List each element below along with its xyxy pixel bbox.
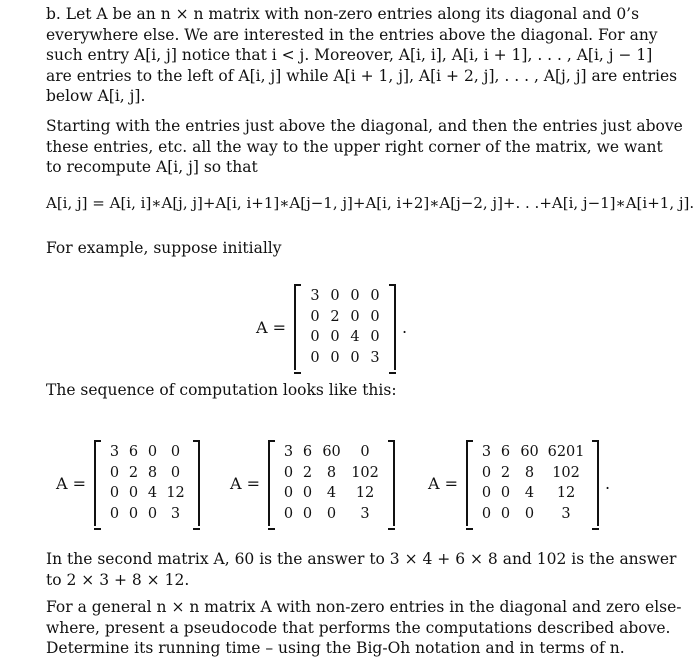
matrix-cell: 6 — [302, 444, 313, 460]
matrix-cell: 0 — [170, 464, 181, 481]
bracket-right — [592, 440, 599, 530]
text-line: The sequence of computation looks like this: — [46, 381, 397, 399]
matrix-cell: 0 — [109, 505, 120, 522]
matrix-cell: 0 — [481, 485, 492, 501]
matrix-cell: 60 — [322, 444, 341, 460]
sequence-matrix-1-block — [56, 440, 200, 526]
recurrence-formula: A[i, j] = A[i, i]∗A[j, j]+A[i, i+1]∗A[j−1, j]+A[i, i+2]∗A[j−2, j]+. . .+A[i, j−1]∗A[i+1, j]. — [46, 194, 695, 212]
matrix-cell: 3 — [109, 444, 120, 460]
matrix-cell: 0 — [360, 444, 370, 460]
text-line: to recompute A[i, j] so that — [46, 158, 258, 176]
matrix-cell: 6 — [128, 444, 139, 460]
text-line: are entries to the left of A[i, j] while A[i + 1, j], A[i + 2, j], . . . , A[j, j] are entries — [46, 66, 678, 85]
sequence-matrix-2-block — [230, 440, 395, 526]
bracket-left — [466, 440, 473, 530]
matrix-label: A = — [428, 473, 459, 493]
matrix-cell: 2 — [302, 464, 313, 481]
sequence-matrix-3-block — [428, 440, 610, 526]
matrix-cell: 0 — [109, 485, 120, 501]
matrix-cell: 12 — [166, 485, 185, 501]
matrix-cell: 2 — [128, 464, 139, 481]
matrix-cell: 0 — [310, 329, 320, 345]
text-line: For example, suppose initially — [46, 239, 282, 257]
bracket-left — [94, 440, 101, 530]
text-line: these entries, etc. all the way to the upper right corner of the matrix, we want — [46, 137, 663, 156]
matrix-cell: 4 — [147, 485, 158, 501]
matrix-cell: 0 — [302, 505, 313, 522]
matrix-cell: 0 — [326, 505, 337, 522]
matrix-cell: 0 — [128, 485, 139, 501]
matrix-cell: 102 — [552, 464, 580, 481]
matrix-cell: 8 — [524, 464, 535, 481]
matrix-cell: 0 — [370, 288, 380, 304]
matrix-cell: 3 — [170, 505, 181, 522]
matrix-cell: 3 — [370, 349, 380, 366]
text-line: For a general n × n matrix A with non-zero entries in the diagonal and zero else- — [46, 598, 682, 616]
matrix-cell: 6201 — [547, 444, 585, 460]
matrix-cell: 0 — [147, 444, 158, 460]
text-line: below A[i, j]. — [46, 87, 146, 105]
matrix-cell: 2 — [500, 464, 511, 481]
text-line: Starting with the entries just above the diagonal, and then the entries just above — [46, 117, 683, 135]
matrix-cell: 0 — [500, 485, 511, 501]
text-line: b. Let A be an n × n matrix with non-zero entries along its diagonal and 0’s — [46, 5, 640, 23]
bracket-left — [294, 284, 301, 374]
matrix-cell: 0 — [370, 329, 380, 345]
matrix-cell: 4 — [524, 485, 535, 501]
matrix-cell: 0 — [283, 505, 294, 522]
sequence-matrix-1 — [94, 440, 200, 526]
text-line: In the second matrix A, 60 is the answer to 3 × 4 + 6 × 8 and 102 is the answer — [46, 550, 677, 568]
matrix-cell: 8 — [326, 464, 337, 481]
matrix-cell: 4 — [326, 485, 337, 501]
matrix-trailing: . — [605, 473, 611, 493]
matrix-cell: 0 — [481, 464, 492, 481]
problem-statement — [46, 4, 678, 107]
matrix-cell: 3 — [481, 444, 492, 460]
text-line: to 2 × 3 + 8 × 12. — [46, 570, 190, 589]
matrix-cell: 2 — [330, 308, 340, 325]
sequence-matrix-2 — [268, 440, 395, 526]
matrix-label: A = — [230, 473, 261, 493]
sequence-matrix-3 — [466, 440, 599, 526]
matrix-cell: 0 — [350, 349, 360, 366]
matrix-cell: 0 — [128, 505, 139, 522]
matrix-cell: 0 — [170, 444, 181, 460]
matrix-cell: 102 — [351, 464, 379, 481]
matrix-trailing: . — [402, 317, 408, 337]
bracket-right — [388, 440, 395, 530]
matrix-cell: 60 — [520, 444, 539, 460]
matrix-cell: 3 — [283, 444, 294, 460]
matrix-cell: 6 — [500, 444, 511, 460]
matrix-cell: 0 — [350, 308, 360, 325]
example-explanation — [46, 549, 677, 590]
text-line: everywhere else. We are interested in the entries above the diagonal. For any — [46, 25, 658, 44]
text-line: where, present a pseudocode that performs the computations described above. — [46, 618, 671, 637]
matrix-cell: 8 — [147, 464, 158, 481]
matrix-cell: 3 — [310, 288, 320, 304]
matrix-cell: 12 — [355, 485, 375, 501]
matrix-cell: 3 — [360, 505, 370, 522]
task-statement — [46, 597, 682, 659]
matrix-cell: 0 — [481, 505, 492, 522]
matrix-label: A = — [256, 317, 287, 337]
matrix-cell: 0 — [500, 505, 511, 522]
example-intro — [46, 238, 621, 259]
matrix-cell: 0 — [310, 349, 320, 366]
initial-matrix-block — [256, 284, 407, 370]
matrix-cell: 12 — [556, 485, 576, 501]
matrix-cell: 0 — [524, 505, 535, 522]
sequence-intro — [46, 380, 621, 401]
text-line: Determine its running time – using the Big-Oh notation and in terms of n. — [46, 639, 625, 657]
bracket-right — [389, 284, 396, 374]
matrix-cell: 0 — [330, 288, 340, 304]
matrix-cell: 0 — [283, 464, 294, 481]
matrix-label: A = — [56, 473, 87, 493]
matrix-cell: 0 — [302, 485, 313, 501]
text-line: such entry A[i, j] notice that i < j. Moreover, A[i, i], A[i, i + 1], . . . , A[i, j − 1] — [46, 46, 653, 64]
initial-matrix — [294, 284, 396, 370]
matrix-cell: 0 — [283, 485, 294, 501]
matrix-cell: 0 — [147, 505, 158, 522]
matrix-cell: 4 — [350, 329, 360, 345]
matrix-cell: 0 — [350, 288, 360, 304]
bracket-left — [268, 440, 275, 530]
matrix-cell: 0 — [109, 464, 120, 481]
matrix-cell: 0 — [330, 329, 340, 345]
matrix-cell: 0 — [370, 308, 380, 325]
recompute-description — [46, 116, 683, 178]
bracket-right — [193, 440, 200, 530]
matrix-cell: 0 — [330, 349, 340, 366]
matrix-cell: 3 — [561, 505, 571, 522]
matrix-cell: 0 — [310, 308, 320, 325]
